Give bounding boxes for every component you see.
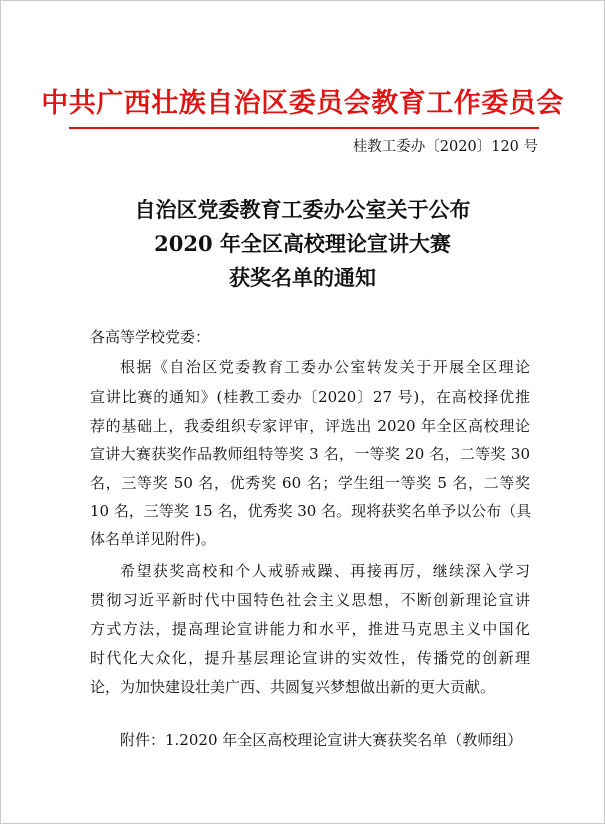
paragraph-2-line: 方式方法，提高理论宣讲能力和水平，推进马克思主义中国化 bbox=[90, 620, 530, 638]
document-title-line-1: 自治区党委教育工委办公室关于公布 bbox=[134, 197, 471, 222]
paragraph-2-line: 时代化大众化，提升基层理论宣讲的实效性，传播党的创新理 bbox=[90, 649, 530, 667]
salutation: 各高等学校党委： bbox=[90, 328, 211, 346]
paragraph-1-line: 名，三等奖 50 名，优秀奖 60 名；学生组一等奖 5 名，二等奖 bbox=[90, 474, 530, 492]
attachment-line: 附件：1.2020 年全区高校理论宣讲大赛获奖名单（教师组） bbox=[120, 731, 523, 749]
paragraph-1-line: 体名单详见附件)。 bbox=[90, 530, 216, 548]
document-title-line-3: 获奖名单的通知 bbox=[229, 265, 376, 290]
paragraph-2-line: 贯彻习近平新时代中国特色社会主义思想，不断创新理论宣讲 bbox=[90, 591, 530, 609]
issuing-organization-header: 中共广西壮族自治区委员会教育工作委员会 bbox=[41, 88, 564, 119]
paragraph-2-line: 希望获奖高校和个人戒骄戒躁、再接再厉，继续深入学习 bbox=[120, 562, 530, 580]
red-header-rule bbox=[69, 127, 539, 129]
paragraph-1-line: 宣讲大赛获奖作品教师组特等奖 3 名，一等奖 20 名，二等奖 30 bbox=[90, 445, 530, 463]
paragraph-1-line: 根据《自治区党委教育工委办公室转发关于开展全区理论 bbox=[120, 358, 530, 376]
paragraph-1-line: 宣讲比赛的通知》(桂教工委办〔2020〕27 号)，在高校择优推 bbox=[90, 388, 530, 406]
document-title-line-2: 2020 年全区高校理论宣讲大赛 bbox=[154, 231, 451, 256]
paragraph-1-line: 10 名，三等奖 15 名，优秀奖 30 名。现将获奖名单予以公布（具 bbox=[90, 502, 532, 520]
document-number: 桂教工委办〔2020〕120 号 bbox=[352, 139, 538, 155]
paragraph-1-line: 荐的基础上，我委组织专家评审，评选出 2020 年全区高校理论 bbox=[90, 417, 530, 435]
paragraph-2-line: 论，为加快建设壮美广西、共圆复兴梦想做出新的更大贡献。 bbox=[90, 678, 496, 696]
